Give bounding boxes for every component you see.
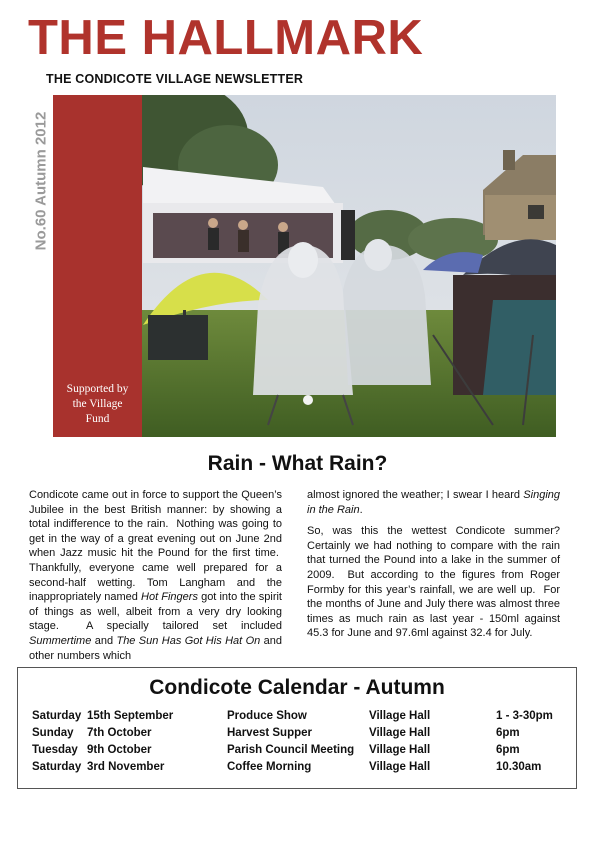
calendar-event: Parish Council Meeting <box>227 744 355 756</box>
calendar-venue: Village Hall <box>369 744 431 756</box>
calendar-table <box>32 710 572 778</box>
calendar-title: Condicote Calendar - Autumn <box>149 676 445 699</box>
sponsor-note <box>53 382 142 427</box>
calendar-event: Coffee Morning <box>227 761 312 773</box>
calendar-box <box>17 667 577 789</box>
sponsor-line: Supported by <box>66 383 129 395</box>
calendar-event: Produce Show <box>227 710 307 722</box>
calendar-venue: Village Hall <box>369 761 431 773</box>
sponsor-line: the Village <box>72 398 123 410</box>
sponsor-line: Fund <box>85 413 110 425</box>
newsletter-subtitle: THE CONDICOTE VILLAGE NEWSLETTER <box>46 72 304 86</box>
calendar-day: Saturday <box>32 710 82 722</box>
issue-text: No.60 Autumn 2012 <box>32 111 50 251</box>
calendar-day: Saturday <box>32 761 82 773</box>
calendar-day: Sunday <box>32 727 74 739</box>
calendar-venue: Village Hall <box>369 710 431 722</box>
newsletter-title: THE HALLMARK <box>28 11 424 65</box>
calendar-row <box>32 727 572 744</box>
calendar-day: Tuesday <box>32 744 78 756</box>
calendar-time: 6pm <box>496 744 520 756</box>
calendar-date: 15th September <box>87 710 174 722</box>
calendar-date: 7th October <box>87 727 152 739</box>
calendar-time: 1 - 3-30pm <box>496 710 553 722</box>
calendar-venue: Village Hall <box>369 727 431 739</box>
article-column-right: almost ignored the weather; I swear I heard Singing in the Rain. So, was this the wettest Condicote summer? Certainly we had nothing to compare with the rain that turned the Pound into a lake in the summer of 2009. But according to the figures from Roger Formby for this year’s rainfall, we are well up. For the months of June and July there was almost three times as much rain as last year - 150ml against 45.3 for June and 97.6ml against 32.4 for July. <box>307 489 560 640</box>
calendar-row <box>32 710 572 727</box>
calendar-row <box>32 744 572 761</box>
article-headline: Rain - What Rain? <box>207 452 388 475</box>
calendar-time: 10.30am <box>496 761 542 773</box>
calendar-event: Harvest Supper <box>227 727 313 739</box>
calendar-time: 6pm <box>496 727 520 739</box>
calendar-row <box>32 761 572 778</box>
calendar-date: 9th October <box>87 744 152 756</box>
calendar-date: 3rd November <box>87 761 165 773</box>
article-column-left: Condicote came out in force to support the Queen’s Jubilee in the best British manner: by showing a total indifference to the rain. Nothing was going to get in the way of a great evening out on June 2nd when Jazz music hit the Pound for the first time. Thankfully, everyone came well prepared for a second-half wetting. Tom Langham and the inappropriately named Hot Fingers got into the spirit of things as well, albeit from a very dry looking stage. A specially tailored set included Summertime and The Sun Has Got His Hat On and other numbers which <box>29 489 282 662</box>
issue-label <box>31 96 51 266</box>
